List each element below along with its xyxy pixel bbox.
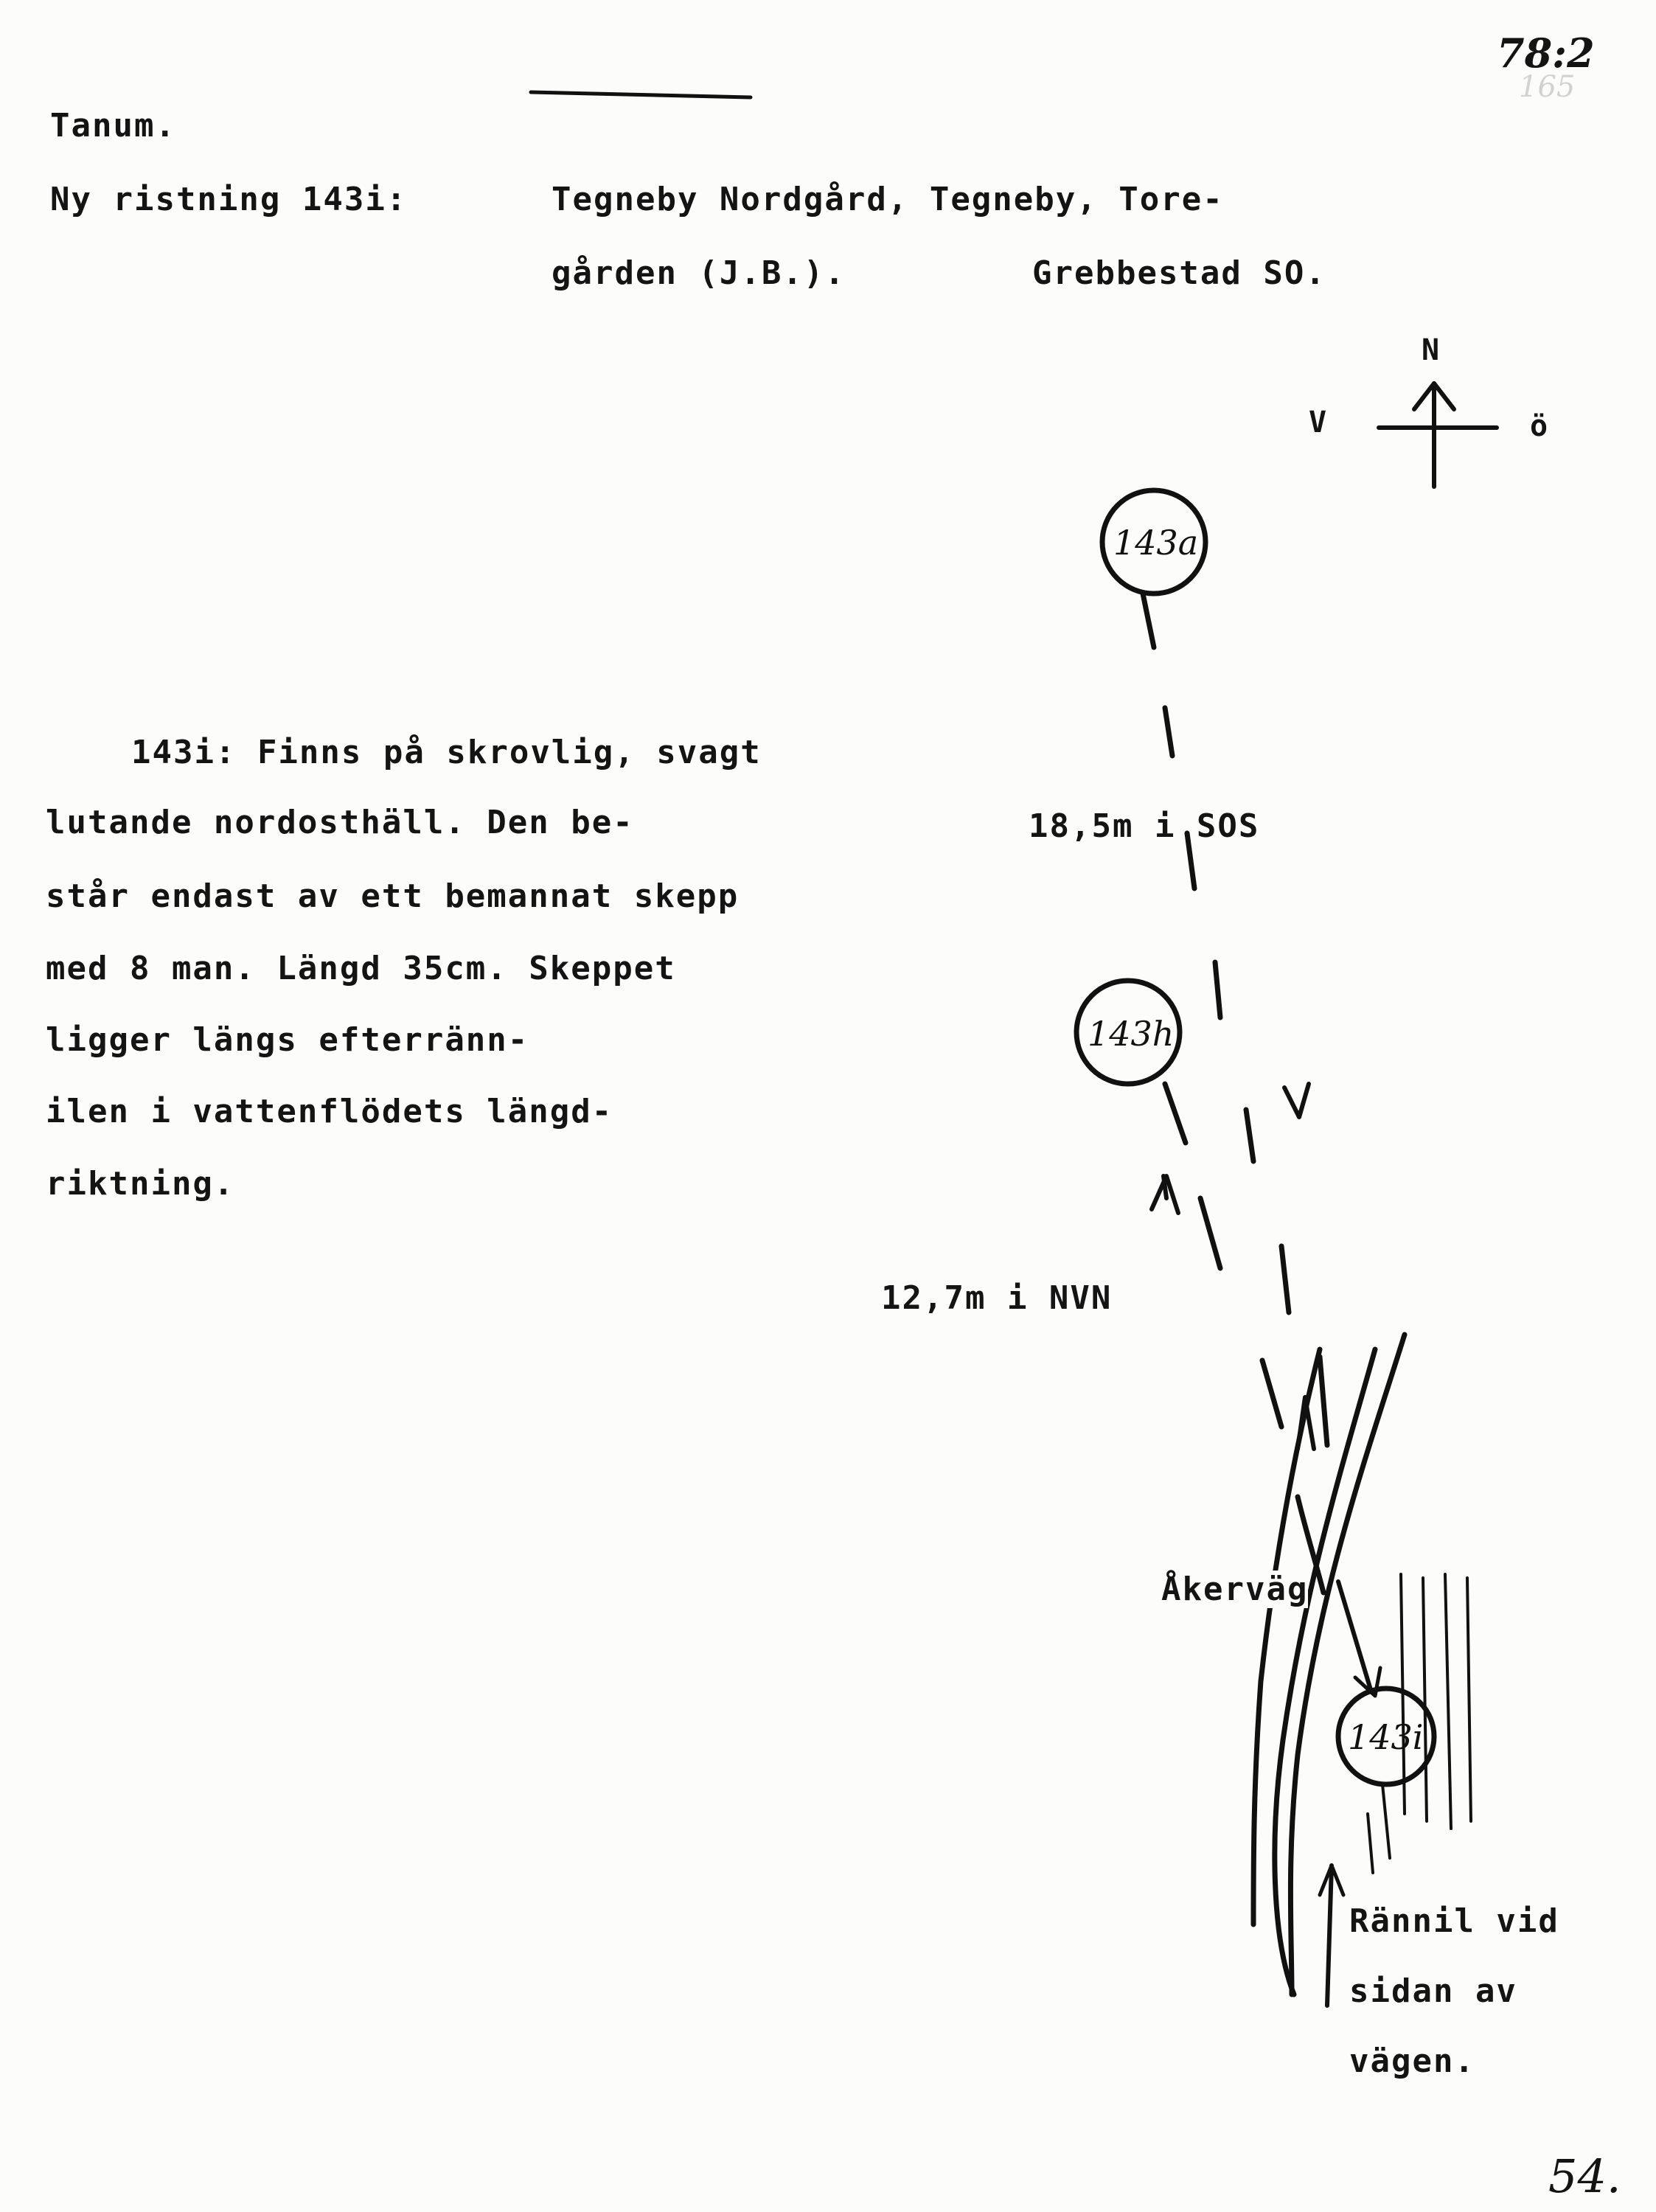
faint-pencil-number: 165 [1519, 70, 1576, 104]
new-carving-label: Ny ristning 143i: [50, 181, 408, 218]
gully-label-line: Rännil vid [1349, 1902, 1559, 1940]
site-143a-stem [1143, 594, 1154, 647]
description-line: lutande nordosthäll. Den be- [46, 804, 634, 841]
compass-west-label: V [1309, 406, 1329, 439]
distance-h-to-i: 12,7m i NVN [881, 1279, 1113, 1317]
distance-a-to-h: 18,5m i SOS [1029, 807, 1260, 845]
site-143a-label: 143a [1113, 523, 1199, 563]
description-line: ilen i vattenflödets längd- [46, 1093, 613, 1130]
compass-east-label: ö [1530, 409, 1550, 443]
page-number: 54. [1548, 2149, 1621, 2203]
description-line: riktning. [46, 1165, 235, 1203]
pointer-line [1338, 1582, 1371, 1692]
direction-arrow-south-icon [1284, 1084, 1309, 1117]
parish-name: Tanum. [50, 107, 176, 145]
compass-icon [1379, 383, 1497, 487]
road-arrow-icon [1298, 1397, 1314, 1449]
site-143i-label: 143i [1348, 1717, 1424, 1757]
card-number: 78:2 [1497, 29, 1595, 77]
compass-north-label: N [1422, 333, 1441, 367]
field-road-label: Åkerväg [1161, 1571, 1309, 1608]
location-line-1: Tegneby Nordgård, Tegneby, Tore- [552, 181, 1224, 218]
description-line: står endast av ett bemannat skepp [46, 877, 740, 915]
gully-pointer-line [1327, 1865, 1332, 2006]
gully-label-line: sidan av [1349, 1972, 1517, 2010]
location-area: Grebbestad SO. [1032, 254, 1326, 292]
route-a-to-h [1165, 708, 1289, 1312]
description-line: ligger längs efterränn- [46, 1021, 529, 1059]
site-143h-label: 143h [1088, 1014, 1175, 1054]
location-line-2: gården (J.B.). [552, 254, 846, 292]
top-rule [531, 92, 751, 97]
site-143h-stem [1165, 1084, 1186, 1143]
description-line: 143i: Finns på skrovlig, svagt [131, 734, 762, 771]
gully-label-line: vägen. [1349, 2042, 1475, 2080]
description-line: med 8 man. Längd 35cm. Skeppet [46, 950, 676, 987]
